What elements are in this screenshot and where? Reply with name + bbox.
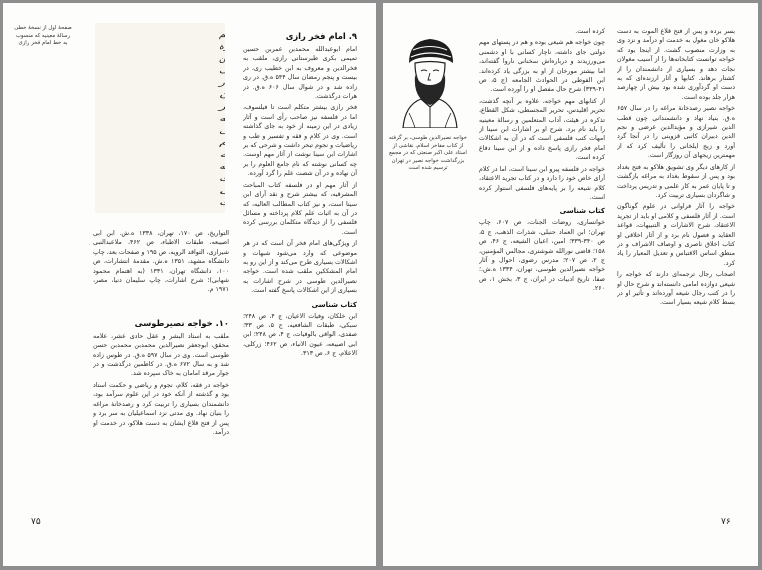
manuscript-line: [219, 198, 225, 207]
manuscript-caption: صفحهٔ اول از نسخهٔ خطی رسالهٔ معینیه که منسوب به خط امام فخر رازی: [14, 25, 72, 47]
paragraph: خواجه نصیر رصدخانهٔ مراغه را در سال ۶۵۷ ه.ق. بنیاد نهاد و دانشمندانی چون قطب الدین شیرازی و مؤیدالدین عرضی و نجم الدین دبیران کاتبی قزوینی را در آنجا گرد آورد و زیج ایلخانی را تألیف کرد که از مهمترین زیجهای آن روزگار است.: [617, 105, 735, 160]
paragraph: خواجه را آثار فراوانی در علوم گوناگون است. از آثار فلسفی و کلامی او باید از تجرید الاعتقاد، شرح الاشارات و التنبیهات، قواعد العقاید و فصول نام برد و از آثار اخلاقی او کتاب اخلاق ناصری و اوصاف الاشراف و در منطق اساس الاقتباس و تعدیل المعیار را یاد کرد.: [617, 203, 735, 267]
manuscript-image: [95, 23, 225, 213]
manuscript-line: [219, 30, 225, 40]
portrait-caption: خواجه نصیرالدین طوسی، بر گرفته از کتاب مفاخر اسلام، نقاشی از استاد علی اکبر صنعتی که در مجمع بزرگداشت خواجه نصیر در تهران ترسیم شده است: [389, 135, 467, 172]
portrait-image: [395, 33, 465, 128]
paragraph: خواجه در فقه، کلام، نجوم و ریاضی و حکمت استاد بود و گذشته از آنکه خود در این علوم سرآمد بود، دانشمندان بسیاری را تربیت کرد و رصدخانهٔ مراغه را بنیان نهاد. وی مدتی نزد اسماعیلیان به سر برد و پس از فتح قلاع ایشان به دست هلاکو، در خدمت او درآمد.: [93, 381, 229, 436]
page-number: ۷۵: [31, 517, 41, 527]
section-heading-9: ۹. امام فخر رازی: [285, 31, 357, 41]
paragraph: فخر رازی بیشتر متکلم است تا فیلسوف، اما در فلسفه نیز صاحب رأی است و آثار زیادی در این زمینه از خود به جای گذاشته است. وی در کلام و فقه و تفسیر و طب و ریاضیات و نجوم تبحر داشت و شرحی که بر اشارات ابن سینا نوشت از آثار مهم اوست. چه کسانی نوشته که نام جامع العلوم را بر آن نهاده و در آن شصت علم را گرد آورده.: [243, 104, 357, 178]
manuscript-line: [219, 138, 225, 147]
page-76: [383, 3, 758, 566]
manuscript-line: [219, 186, 225, 195]
manuscript-line: [219, 65, 225, 75]
manuscript-line: [219, 114, 225, 123]
paragraph: کرده است.: [575, 28, 605, 35]
bibliography-heading: کتاب شناسی: [559, 207, 605, 216]
paragraph: امام ابوعبدالله محمدبن عمربن حسین تمیمی بکری طبرستانی رازی، ملقب به فخرالدین و معروف به ابن خطیب ری، در بیست و پنجم رمضان سال ۵۴۴ ه.ق. در ری زاده شد و در شوال سال ۶۰۶ ه.ق. در هرات درگذشت.: [243, 46, 357, 101]
manuscript-line: ر: [217, 102, 225, 111]
manuscript-line: ن: [219, 54, 225, 63]
paragraph: از کارهای دیگر وی تشویق هلاکو به فتح بغداد بود و پس از سقوط بغداد به مراغه بازگشت و تا پایان عمر به کار علمی و تدریس پرداخت و شاگردان بسیاری تربیت کرد.: [617, 163, 735, 199]
bibliography: خوانساری، روضات الجنات، ص ۶۰۷، چاپ تهران؛ ابن العماد حنبلی، شذرات الذهب، ج ۵، ص ۳۴۰-۳۳۹؛ امین، اعیان الشیعه، ج ۴۶، ص ۱۵۸؛ قاضی نورالله شوشتری، مجالس المؤمنین، ج ۲، ص ۲۰۷؛ مدرس رضوی، احوال و آثار خواجه نصیرالدین طوسی، تهران، ۱۳۳۴ ه.ش.؛ صفا، تاریخ ادبیات در ایران، ج ۳، بخش ۱، ص ۲۶۰.: [479, 219, 605, 293]
column-khajeh-nasir-works: [479, 27, 605, 497]
section-heading-10: ۱۰. خواجه نصیرطوسی: [134, 317, 229, 328]
paragraph: اصحاب رجال ترجمه‌ای دارند که خواجه را شیعی دوازده امامی دانسته‌اند و شرح حال او را در کتب رجال شیعه آورده‌اند و تأثیر او در بسط کلام شیعه بسیار است.: [617, 271, 735, 307]
manuscript-line: [219, 90, 225, 99]
bibliography-heading: کتاب شناسی: [311, 300, 357, 309]
paragraph: التواریخ، ص ۱۷۰، تهران، ۱۳۳۸ ه.ش. ابن ابی اصیبعه، طبقات الاطباء، ص ۴۶۲، ملاعبدالنبی شیرازی، التواقد الرویه، ص ۱۹۵ و صفحات بعد، چاپ دانشگاه مشهد، ۱۳۵۱ ه.ش. مقدمهٔ انتشارات، ص ۱۰۰، دانشگاه تهران، ۱۳۳۱ (به اهتمام محمود شهابی)؛ شرح اشارات، چاپ سلیمان دنیا، مصر، ۱۹۷۱ م.: [93, 230, 229, 294]
paragraph: ملقب به استاد البشر و عقل حادی عشر، علامه محقق، ابوجعفر نصیرالدین محمدبن محمدبن حسن طوسی است. وی در سال ۵۹۷ ه.ق. در طوس زاده شد و به سال ۶۷۲ ه.ق. در کاظمین درگذشت و در جوار مرقد امامان به خاک سپرده شد.: [93, 332, 229, 378]
bibliography: ابن خلکان، وفیات الاعیان، ج ۴، ص ۲۴۸؛ سبکی، طبقات الشافعیه، ج ۵، ص ۳۳؛ صفدی، الوافی بالوفیات، ج ۴، ص ۲۴۸؛ ابن ابی اصیبعه، عیون الانباء، ص ۴۶۲؛ زرکلی، الاعلام، ج ۶، ص ۳۱۳.: [243, 312, 357, 358]
paragraph: از کتابهای مهم خواجه، علاوه بر آنچه گذشت، تحریر اقلیدس، تحریر المجسطی، شکل القطاع، تذکره در هیئت، آداب المتعلمین و رسالهٔ معینیه را باید نام برد. شرح او بر اشارات ابن سینا از امهات کتب فلسفی است که در آن به اشکالات امام فخر رازی پاسخ داده و از ابن سینا دفاع کرده است.: [479, 97, 605, 162]
column-khajeh-nasir: [93, 229, 229, 539]
paragraph: بسر برده و پس از فتح قلاع الموت به دست هلاکو خان مغول به خدمت او درآمد و نزد وی به وزارت منصوب گشت. از اینجا بود که خواجه توانست کتابخانه‌ها را از آسیب مغولان نجات دهد و بسیاری از دانشمندان را از کشتار برهاند. کتابها و آثار ارزنده‌ای که به دست او گردآوری شده بود بیش از چهارصد هزار جلد بوده است.: [617, 28, 735, 101]
column-khajeh-nasir-continued: [617, 27, 735, 517]
manuscript-handwriting: [95, 23, 225, 213]
manuscript-line: ة: [219, 42, 224, 51]
paragraph: از ویژگی‌های امام فخر آن است که در هر موضوعی که وارد می‌شود شبهات و اشکالات بسیاری طرح می‌کند و از این رو به امام المشککین ملقب شده است. خواجه نصیرالدین طوسی در شرح اشارات به بسیاری از این اشکالات پاسخ گفته است.: [243, 240, 357, 295]
page-number: ۷۶: [721, 517, 731, 527]
manuscript-line: [219, 174, 225, 183]
column-imam-fakhr-razi: [243, 27, 357, 417]
manuscript-line: [219, 150, 225, 159]
paragraph: از آثار مهم او در فلسفه کتاب المباحث المشرقیه، که بیشتر شرح و نقد آرای ابن سینا است، و نیز کتاب المطالب العالیه، که در آن به اثبات علم کلام پرداخته و مسائل فلسفی را از دیدگاه متکلمان بررسی کرده است.: [243, 181, 357, 236]
paragraph: چون خواجه هم شیعی بوده و هم در پستهای مهم دولتی جای داشته، ناچار کسانی با او دشمنی می‌ورزیدند و درباره‌اش سخنانی ناروا گفته‌اند، اما بیشتر مورخان از او به بزرگی یاد کرده‌اند. ابن الفوطی در الحوادث الجامعه (ج ۵، ص ۴۱-۳۳۹) شرح حال مفصل او را آورده است.: [479, 39, 605, 94]
manuscript-line: ار: [219, 78, 225, 87]
page-75: [3, 3, 376, 566]
portrait-drawing: [395, 33, 465, 128]
paragraph: خواجه در فلسفه پیرو ابن سینا است، اما در کلام آرای خاص خود را دارد و در کتاب تجرید الاعتقاد، کلام شیعه را بر پایه‌های فلسفی استوار کرده است.: [479, 165, 605, 201]
manuscript-line: [219, 126, 225, 135]
manuscript-line: ه: [219, 162, 225, 171]
